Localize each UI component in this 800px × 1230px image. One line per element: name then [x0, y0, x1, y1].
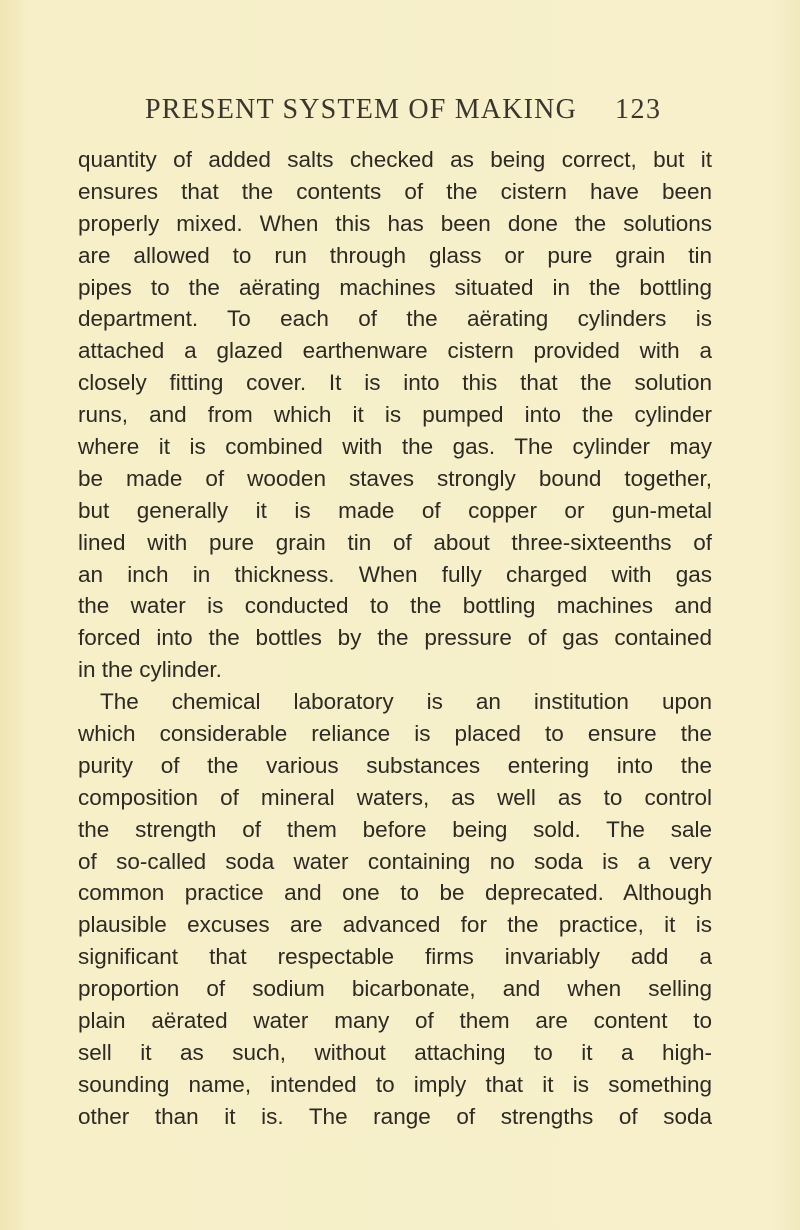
text-line: the water is conducted to the bottling machines and: [78, 593, 712, 619]
text-line: where it is combined with the gas. The cylinder may: [78, 434, 712, 460]
text-line: proportion of sodium bicarbonate, and when selling: [78, 976, 712, 1002]
text-line: but generally it is made of copper or gun-metal: [78, 497, 712, 523]
text-line: pipes to the aërating machines situated in the bottling: [78, 274, 712, 300]
text-line: composition of mineral waters, as well as to control: [78, 784, 712, 810]
running-head-title: PRESENT SYSTEM OF MAKING: [145, 94, 578, 125]
text-line: plausible excuses are advanced for the practice, it is: [78, 912, 712, 938]
page-header: [0, 94, 800, 134]
text-line: of so-called soda water containing no soda is a very: [78, 848, 712, 874]
text-line: other than it is. The range of strengths of soda: [78, 1103, 712, 1129]
text-line: properly mixed. When this has been done the solutions: [78, 210, 712, 236]
text-line: closely fitting cover. It is into this that the solution: [78, 370, 712, 396]
text-line: department. To each of the aërating cylinders is: [78, 306, 712, 332]
text-line: purity of the various substances entering into the: [78, 752, 712, 778]
text-line: plain aërated water many of them are content to: [78, 1008, 712, 1034]
text-line: which considerable reliance is placed to ensure the: [78, 721, 712, 747]
text-line-paragraph-start: The chemical laboratory is an institution upon: [100, 689, 712, 715]
body-text: [78, 144, 712, 1133]
text-line: attached a glazed earthenware cistern provided with a: [78, 338, 712, 364]
text-line: forced into the bottles by the pressure of gas contained: [78, 625, 712, 651]
text-line: are allowed to run through glass or pure grain tin: [78, 242, 712, 268]
text-line: common practice and one to be deprecated. Although: [78, 880, 712, 906]
text-line: sell it as such, without attaching to it a high-: [78, 1039, 712, 1065]
text-line-paragraph-end: in the cylinder.: [78, 657, 222, 683]
text-line: the strength of them before being sold. The sale: [78, 816, 712, 842]
text-line: runs, and from which it is pumped into the cylinder: [78, 402, 712, 428]
text-line: lined with pure grain tin of about three-sixteenths of: [78, 529, 712, 555]
text-line: ensures that the contents of the cistern have been: [78, 178, 712, 204]
page-number: 123: [615, 94, 662, 125]
text-line: significant that respectable firms invariably add a: [78, 944, 712, 970]
text-line: quantity of added salts checked as being correct, but it: [78, 147, 712, 172]
text-line: sounding name, intended to imply that it is something: [78, 1071, 712, 1097]
text-line: be made of wooden staves strongly bound together,: [78, 465, 712, 491]
text-line: an inch in thickness. When fully charged with gas: [78, 561, 712, 587]
